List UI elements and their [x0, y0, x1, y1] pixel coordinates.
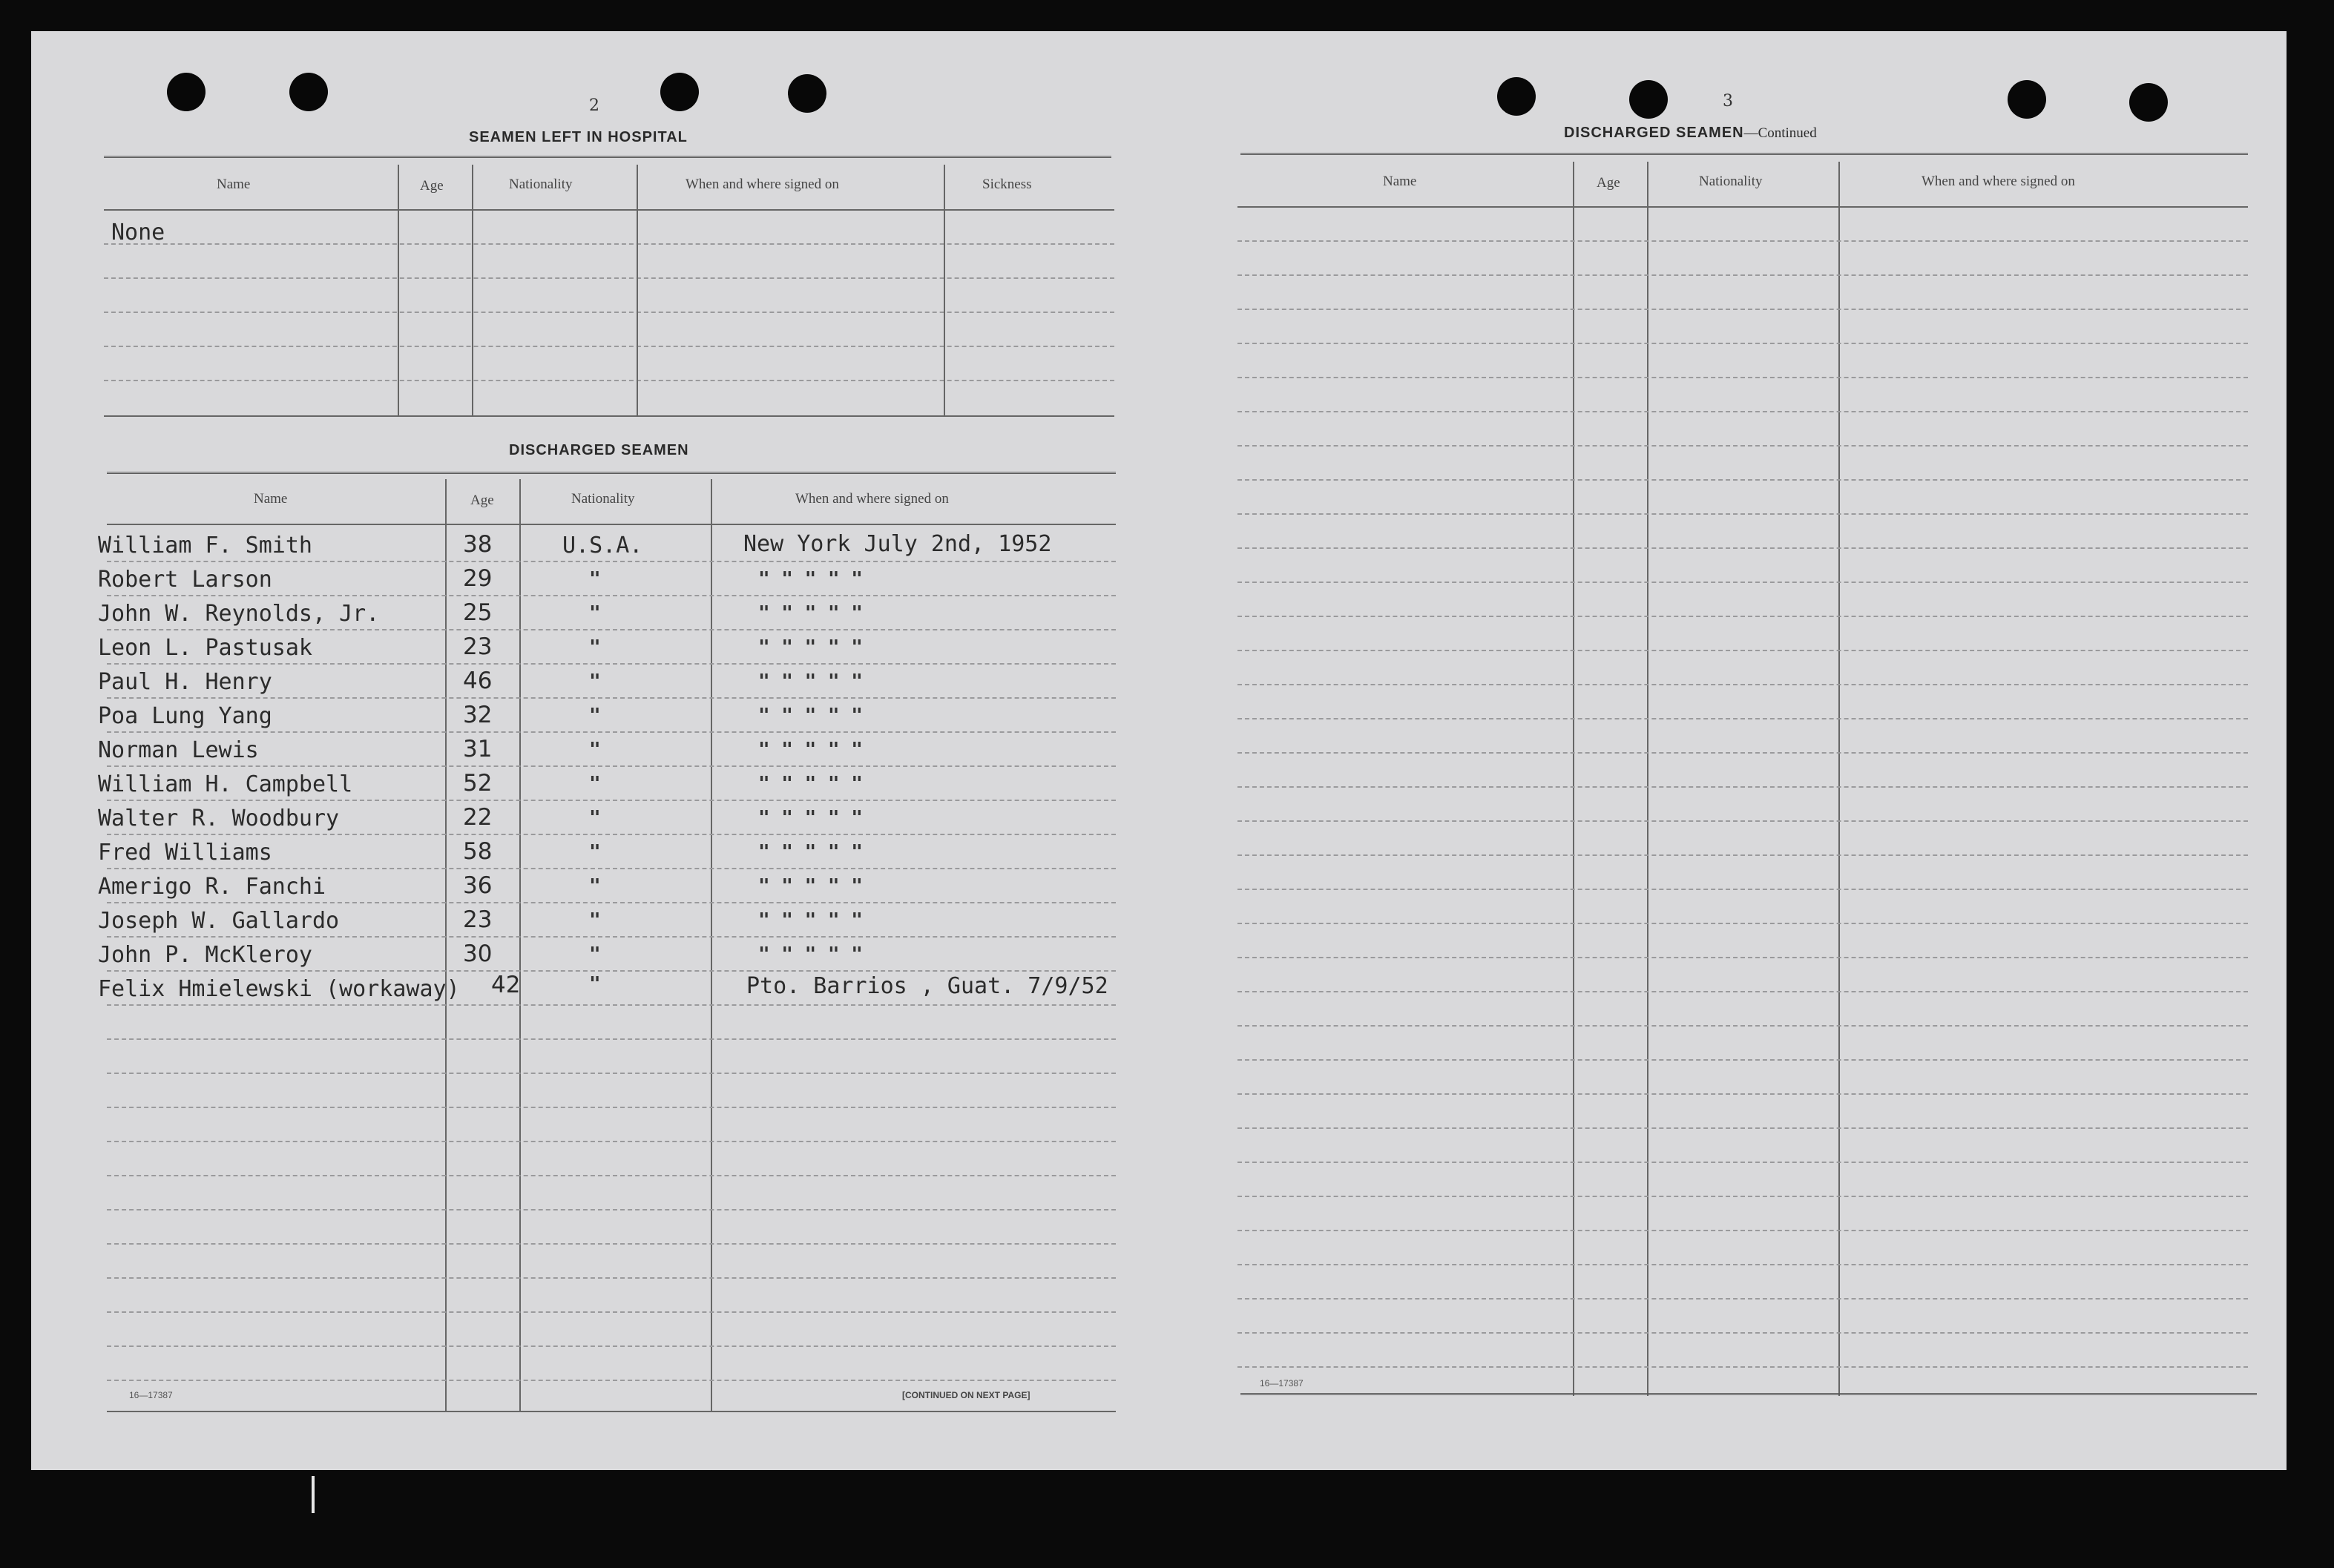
- right-row-rule: [1237, 582, 2248, 583]
- seaman-nationality: ": [589, 636, 601, 659]
- seaman-age: 30: [463, 941, 493, 967]
- right-row-rule: [1237, 1264, 2248, 1265]
- discharged-row-rule: [107, 561, 1116, 562]
- seaman-age: 31: [463, 736, 493, 762]
- seaman-name: William F. Smith: [98, 533, 312, 559]
- seaman-age: 58: [463, 838, 493, 865]
- right-row-rule: [1237, 343, 2248, 344]
- continued-note: [CONTINUED ON NEXT PAGE]: [902, 1390, 1030, 1400]
- hospital-row-rule: [104, 243, 1114, 245]
- right-row-rule: [1237, 1093, 2248, 1095]
- right-bottom-rule: [1240, 1393, 2257, 1395]
- right-col-nationality: Nationality: [1699, 174, 1763, 189]
- hospital-col-divider: [398, 165, 399, 417]
- form-number-left: 16—17387: [129, 1390, 173, 1400]
- right-row-rule: [1237, 957, 2248, 958]
- page-number-left: 2: [589, 96, 599, 115]
- seaman-name: Walter R. Woodbury: [98, 806, 340, 831]
- manifest-sheet: [31, 31, 2287, 1470]
- discharged-row-rule: [107, 936, 1116, 938]
- seaman-name: Joseph W. Gallardo: [98, 908, 340, 934]
- discharged-section-title: DISCHARGED SEAMEN: [509, 442, 689, 458]
- discharged-top-rule: [107, 472, 1116, 474]
- right-row-rule: [1237, 377, 2248, 378]
- seaman-name: Leon L. Pastusak: [98, 635, 312, 661]
- discharged-col-divider: [711, 479, 712, 1412]
- discharged-row-rule: [107, 1209, 1116, 1210]
- discharged-row-rule: [107, 1141, 1116, 1142]
- hospital-col-divider: [472, 165, 473, 417]
- right-top-rule: [1240, 153, 2248, 155]
- seaman-name: Amerigo R. Fanchi: [98, 874, 326, 900]
- right-row-rule: [1237, 411, 2248, 412]
- seaman-nationality: ": [589, 773, 601, 795]
- discharged-row-rule: [107, 1311, 1116, 1313]
- right-row-rule: [1237, 1127, 2248, 1129]
- seaman-age: 23: [463, 906, 493, 933]
- discharged-row-rule: [107, 1345, 1116, 1347]
- punch-hole: [1497, 77, 1536, 116]
- right-row-rule: [1237, 991, 2248, 992]
- discharged-row-rule: [107, 1038, 1116, 1040]
- discharged-col-divider: [445, 479, 447, 1412]
- right-row-rule: [1237, 274, 2248, 276]
- discharged-row-rule: [107, 697, 1116, 699]
- right-section-title: [1564, 125, 1817, 142]
- right-col-name: Name: [1383, 174, 1417, 189]
- seaman-age: 29: [463, 565, 493, 592]
- hospital-col-sickness: Sickness: [982, 177, 1032, 192]
- right-col-signed-on: When and where signed on: [1922, 174, 2075, 189]
- punch-hole: [289, 73, 328, 111]
- seaman-age: 22: [463, 804, 493, 831]
- hospital-section-title: SEAMEN LEFT IN HOSPITAL: [469, 129, 688, 145]
- seaman-signed-on: " " " " ": [758, 602, 863, 625]
- seaman-age: 25: [463, 599, 493, 626]
- hospital-col-divider: [637, 165, 638, 417]
- right-row-rule: [1237, 513, 2248, 515]
- seaman-nationality: ": [589, 841, 601, 863]
- form-number-right: 16—17387: [1260, 1378, 1304, 1389]
- seaman-age: 42: [491, 972, 521, 998]
- right-title-main: DISCHARGED SEAMEN: [1564, 125, 1744, 141]
- seaman-age: 36: [463, 872, 493, 899]
- seaman-name: Robert Larson: [98, 567, 272, 593]
- page-number-right: 3: [1723, 92, 1733, 111]
- seaman-nationality: ": [589, 602, 601, 625]
- hospital-row-rule: [104, 277, 1114, 279]
- right-row-rule: [1237, 889, 2248, 890]
- seaman-name: John W. Reynolds, Jr.: [98, 601, 380, 627]
- hospital-row-rule: [104, 346, 1114, 347]
- right-row-rule: [1237, 923, 2248, 924]
- right-row-rule: [1237, 445, 2248, 447]
- seaman-name: William H. Campbell: [98, 771, 353, 797]
- seaman-age: 38: [463, 531, 493, 558]
- hospital-row-rule: [104, 312, 1114, 313]
- film-scratch: [312, 1476, 315, 1513]
- seaman-nationality: ": [589, 671, 601, 693]
- right-row-rule: [1237, 616, 2248, 617]
- seaman-name: Felix Hmielewski (workaway): [98, 976, 460, 1002]
- discharged-row-rule: [107, 595, 1116, 596]
- seaman-age: 52: [463, 770, 493, 797]
- right-title-suffix: —Continued: [1743, 125, 1817, 141]
- hospital-header-rule: [104, 209, 1114, 211]
- punch-hole: [2008, 80, 2046, 119]
- right-row-rule: [1237, 1332, 2248, 1334]
- right-row-rule: [1237, 1230, 2248, 1231]
- seaman-signed-on: " " " " ": [758, 636, 863, 659]
- right-row-rule: [1237, 1366, 2248, 1368]
- discharged-row-rule: [107, 1004, 1116, 1006]
- punch-hole: [2129, 83, 2168, 122]
- hospital-col-divider: [944, 165, 945, 417]
- right-row-rule: [1237, 1162, 2248, 1163]
- right-row-rule: [1237, 718, 2248, 719]
- right-row-rule: [1237, 547, 2248, 549]
- right-row-rule: [1237, 650, 2248, 651]
- hospital-entry: None: [111, 220, 165, 246]
- discharged-row-rule: [107, 1277, 1116, 1279]
- discharged-col-name: Name: [254, 491, 288, 507]
- discharged-row-rule: [107, 1243, 1116, 1245]
- right-row-rule: [1237, 1025, 2248, 1027]
- hospital-top-rule: [104, 156, 1111, 158]
- discharged-row-rule: [107, 629, 1116, 630]
- discharged-row-rule: [107, 902, 1116, 903]
- punch-hole: [167, 73, 206, 111]
- seaman-signed-on: " " " " ": [758, 875, 863, 897]
- seaman-age: 46: [463, 668, 493, 694]
- discharged-row-rule: [107, 731, 1116, 733]
- seaman-nationality: ": [589, 875, 601, 897]
- discharged-row-rule: [107, 1175, 1116, 1176]
- hospital-bottom-rule: [104, 415, 1114, 417]
- discharged-row-rule: [107, 765, 1116, 767]
- right-col-divider: [1647, 162, 1648, 1396]
- seaman-nationality: ": [589, 705, 601, 727]
- discharged-bottom-rule: [107, 1411, 1116, 1412]
- seaman-nationality: ": [589, 807, 601, 829]
- seaman-name: Norman Lewis: [98, 737, 259, 763]
- discharged-row-rule: [107, 663, 1116, 665]
- seaman-signed-on: " " " " ": [758, 841, 863, 863]
- punch-hole: [788, 74, 826, 113]
- hospital-row-rule: [104, 380, 1114, 381]
- seaman-name: John P. McKleroy: [98, 942, 312, 968]
- discharged-col-divider: [519, 479, 521, 1412]
- discharged-row-rule: [107, 868, 1116, 869]
- right-row-rule: [1237, 752, 2248, 754]
- right-row-rule: [1237, 479, 2248, 481]
- discharged-row-rule: [107, 800, 1116, 801]
- seaman-nationality: ": [589, 943, 601, 966]
- seaman-age: 23: [463, 633, 493, 660]
- punch-hole: [660, 73, 699, 111]
- seaman-signed-on: " " " " ": [758, 568, 863, 590]
- seaman-signed-on: " " " " ": [758, 705, 863, 727]
- seaman-name: Poa Lung Yang: [98, 703, 272, 729]
- right-header-rule: [1237, 206, 2248, 208]
- punch-hole: [1629, 80, 1668, 119]
- right-col-divider: [1838, 162, 1840, 1396]
- discharged-col-age: Age: [470, 493, 494, 508]
- seaman-signed-on: Pto. Barrios , Guat. 7/9/52: [746, 973, 1108, 999]
- discharged-row-rule: [107, 1073, 1116, 1074]
- seaman-signed-on: " " " " ": [758, 909, 863, 932]
- discharged-col-nationality: Nationality: [571, 491, 635, 507]
- right-row-rule: [1237, 1196, 2248, 1197]
- discharged-row-rule: [107, 834, 1116, 835]
- right-row-rule: [1237, 309, 2248, 310]
- discharged-row-rule: [107, 1107, 1116, 1108]
- seaman-signed-on: " " " " ": [758, 671, 863, 693]
- right-row-rule: [1237, 1059, 2248, 1061]
- seaman-nationality: ": [589, 568, 601, 590]
- right-row-rule: [1237, 854, 2248, 856]
- seaman-name: Fred Williams: [98, 840, 272, 866]
- right-row-rule: [1237, 240, 2248, 242]
- seaman-signed-on: " " " " ": [758, 943, 863, 966]
- seaman-name: Paul H. Henry: [98, 669, 272, 695]
- seaman-signed-on: " " " " ": [758, 807, 863, 829]
- right-row-rule: [1237, 820, 2248, 822]
- hospital-col-age: Age: [420, 178, 444, 194]
- seaman-nationality: ": [589, 739, 601, 761]
- seaman-nationality: ": [589, 973, 601, 995]
- right-row-rule: [1237, 1298, 2248, 1299]
- right-row-rule: [1237, 684, 2248, 685]
- right-col-age: Age: [1597, 175, 1620, 191]
- right-row-rule: [1237, 786, 2248, 788]
- hospital-col-name: Name: [217, 177, 251, 192]
- seaman-signed-on: " " " " ": [758, 773, 863, 795]
- seaman-age: 32: [463, 702, 493, 728]
- hospital-col-nationality: Nationality: [509, 177, 573, 192]
- seaman-signed-on: New York July 2nd, 1952: [743, 531, 1052, 557]
- discharged-row-rule: [107, 1380, 1116, 1381]
- discharged-col-signed-on: When and where signed on: [795, 491, 949, 507]
- seaman-nationality: U.S.A.: [562, 533, 643, 559]
- discharged-row-rule: [107, 970, 1116, 972]
- seaman-signed-on: " " " " ": [758, 739, 863, 761]
- seaman-nationality: ": [589, 909, 601, 932]
- right-col-divider: [1573, 162, 1574, 1396]
- hospital-col-signed-on: When and where signed on: [686, 177, 839, 192]
- discharged-header-rule: [107, 524, 1116, 525]
